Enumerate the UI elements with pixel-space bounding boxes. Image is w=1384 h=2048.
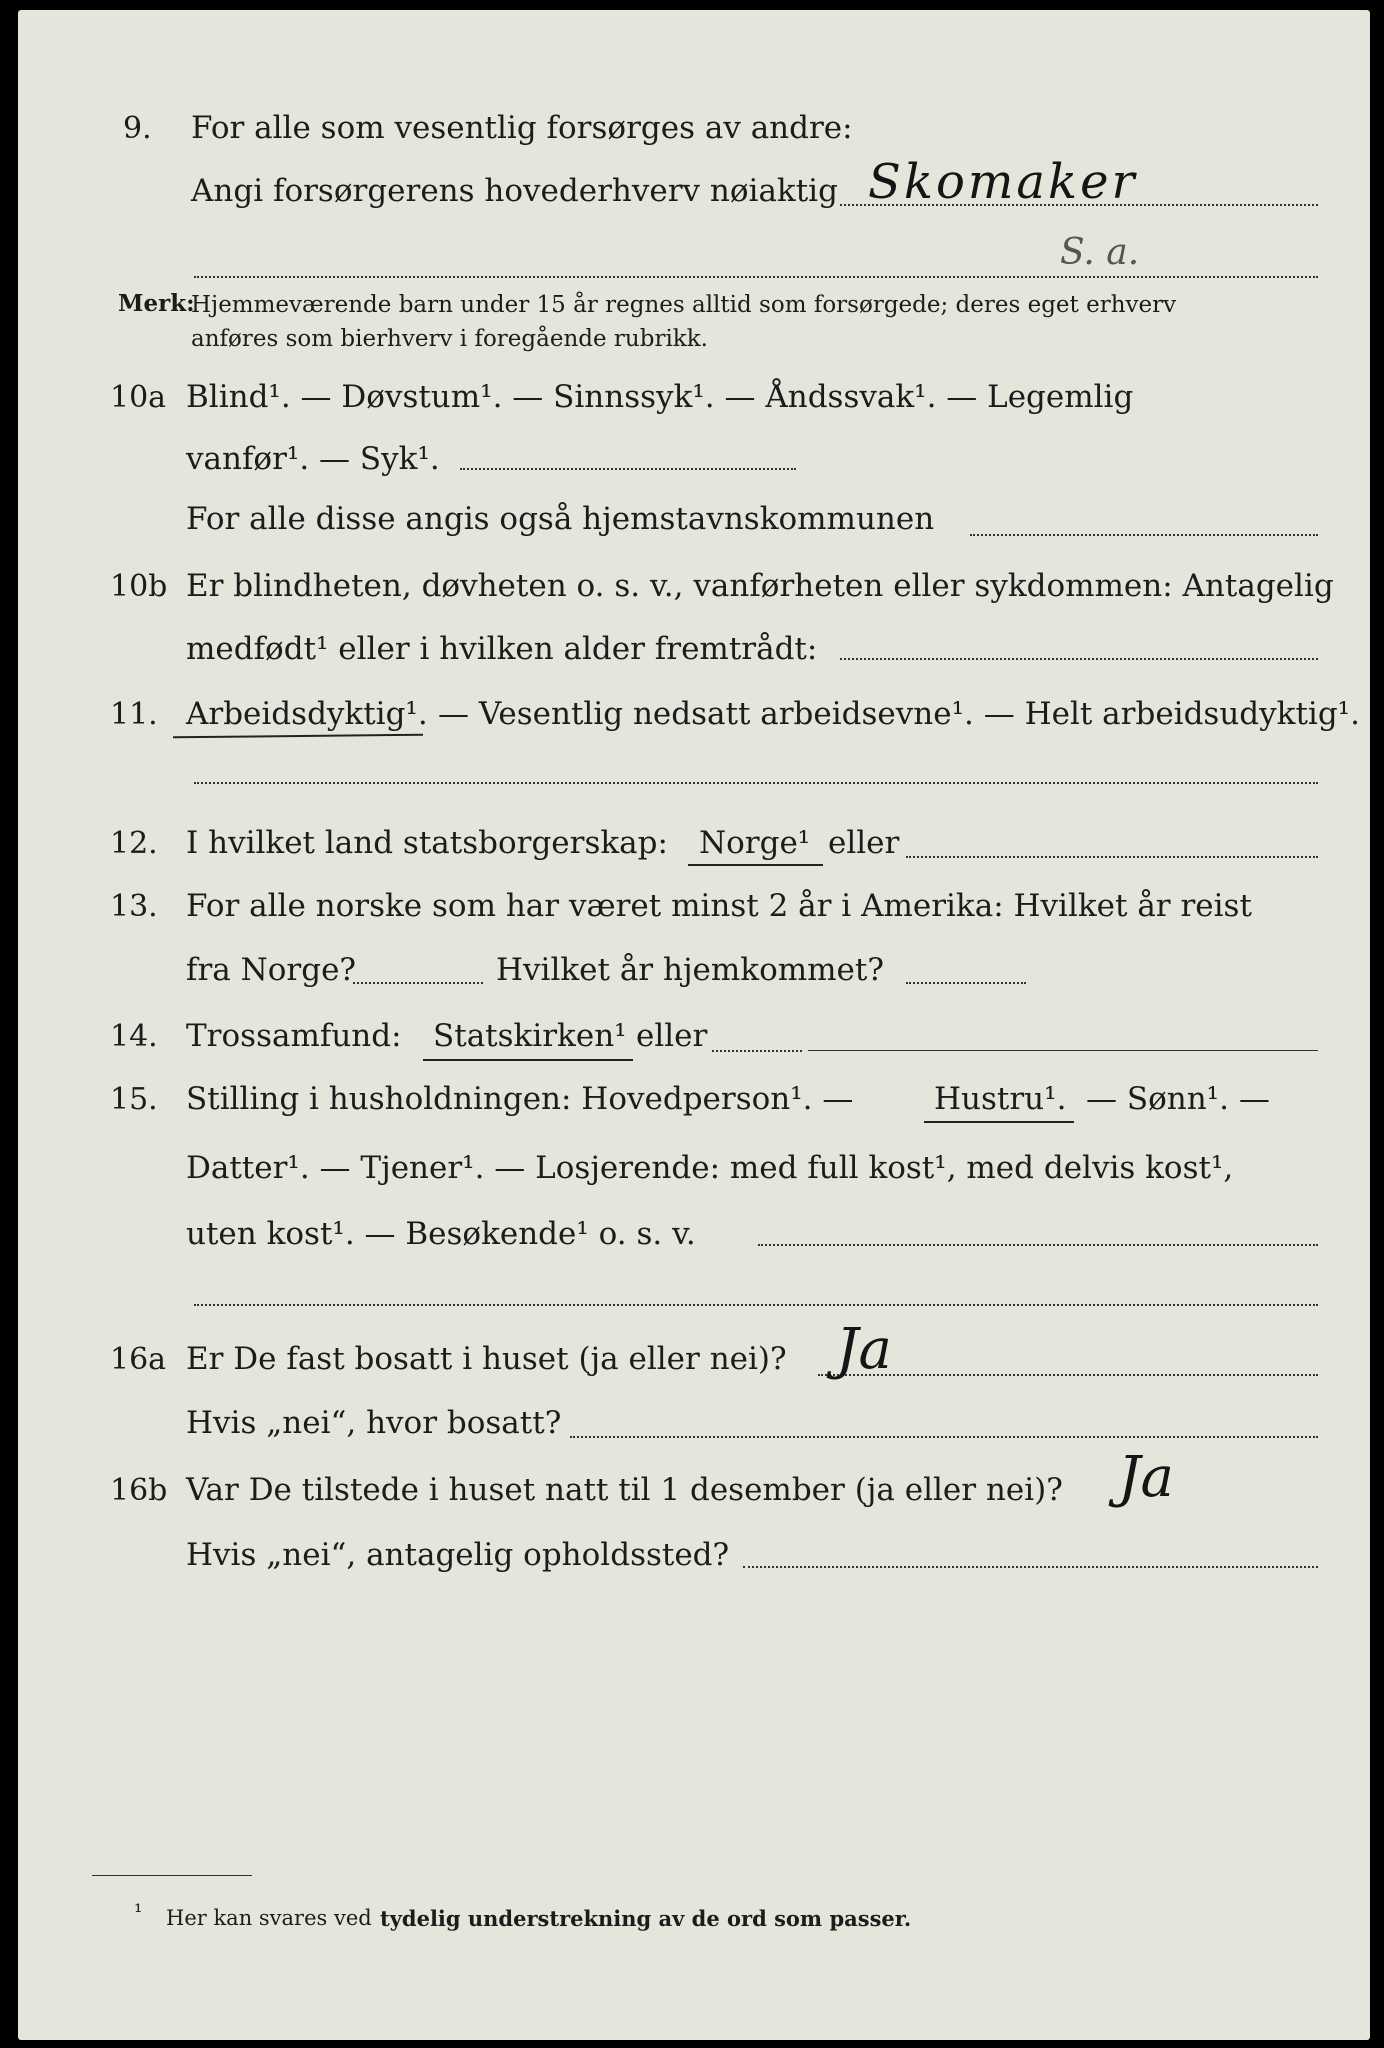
q16b-line1: Var De tilstede i huset natt til 1 desember (ja eller nei)? xyxy=(186,1472,1063,1508)
q13-line2a: fra Norge? xyxy=(186,952,357,988)
q16a-bosatt-line[interactable] xyxy=(570,1436,1318,1438)
q16a-number: 16a xyxy=(110,1342,167,1377)
q16b-handwritten-answer: Ja xyxy=(1118,1445,1174,1510)
q15-answer-line[interactable] xyxy=(758,1244,1318,1246)
footnote-text-a: Her kan svares ved xyxy=(166,1906,372,1930)
q10b-answer-line[interactable] xyxy=(840,658,1318,660)
q13-hjemkommet-line[interactable] xyxy=(906,982,1026,984)
q10a-line2: vanfør¹. — Syk¹. xyxy=(186,441,440,477)
q9-handwritten-note: S. a. xyxy=(1060,232,1140,273)
q15-line3: uten kost¹. — Besøkende¹ o. s. v. xyxy=(186,1216,696,1252)
footnote-rule xyxy=(92,1875,252,1876)
q13-reist-line[interactable] xyxy=(353,982,483,984)
q11-number: 11. xyxy=(110,697,158,732)
q11-option-arbeidsdyktig[interactable]: Arbeidsdyktig¹. xyxy=(186,696,428,732)
q14-lead: Trossamfund: xyxy=(186,1018,402,1054)
q15-line1c: — Sønn¹. — xyxy=(1086,1081,1270,1117)
q11-answer-line[interactable] xyxy=(194,782,1318,784)
q14-number: 14. xyxy=(110,1019,158,1054)
q9-handwritten-answer: Skomaker xyxy=(868,154,1138,210)
q9-line1: For alle som vesentlig forsørges av andre: xyxy=(191,110,853,146)
q16a-line2: Hvis „nei“, hvor bosatt? xyxy=(186,1405,562,1441)
q10b-number: 10b xyxy=(110,569,168,604)
q16b-number: 16b xyxy=(110,1473,168,1508)
q12-answer-line[interactable] xyxy=(906,856,1318,858)
q14-answer-line-2[interactable] xyxy=(808,1050,1318,1051)
q12-underline-mark xyxy=(688,864,823,866)
merk-line2: anføres som bierhverv i foregående rubrikk. xyxy=(191,326,708,352)
footnote-text-b: tydelig understrekning av de ord som passer. xyxy=(380,1906,912,1931)
q9-line2: Angi forsørgerens hovederhverv nøiaktig xyxy=(191,173,838,209)
q16a-line1: Er De fast bosatt i huset (ja eller nei)? xyxy=(186,1341,787,1377)
q15-number: 15. xyxy=(110,1082,158,1117)
q12-number: 12. xyxy=(110,826,158,861)
q15-line1a: Stilling i husholdningen: Hovedperson¹. — xyxy=(186,1081,854,1117)
q16b-line2: Hvis „nei“, antagelig opholdssted? xyxy=(186,1537,730,1573)
merk-label: Merk: xyxy=(118,290,195,317)
q10a-number: 10a xyxy=(110,380,167,415)
q16a-answer-line[interactable] xyxy=(818,1374,1318,1376)
q11-underline-mark xyxy=(173,734,423,739)
merk-line1: Hjemmeværende barn under 15 år regnes alltid som forsørgede; deres eget erhverv xyxy=(191,292,1177,318)
form-sheet xyxy=(18,10,1370,2040)
q16a-handwritten-answer: Ja xyxy=(836,1317,892,1382)
q14-underline-mark xyxy=(423,1059,633,1061)
footnote-mark: ¹ xyxy=(134,1900,143,1924)
q15-option-hustru[interactable]: Hustru¹. xyxy=(934,1081,1067,1117)
q14-answer-line[interactable] xyxy=(712,1050,802,1052)
q12-tail: eller xyxy=(828,825,900,861)
q10a-answer-line[interactable] xyxy=(970,534,1318,536)
q13-number: 13. xyxy=(110,889,158,924)
q10a-syk-line[interactable] xyxy=(460,468,796,470)
q14-option-statskirken[interactable]: Statskirken¹ xyxy=(433,1018,627,1054)
q12-lead: I hvilket land statsborgerskap: xyxy=(186,825,668,861)
q10a-line3: For alle disse angis også hjemstavnskommunen xyxy=(186,501,935,537)
q16b-answer-line[interactable] xyxy=(743,1566,1318,1568)
q11-rest: — Vesentlig nedsatt arbeidsevne¹. — Helt arbeidsudyktig¹. xyxy=(438,696,1360,732)
q9-number: 9. xyxy=(123,111,152,146)
q10b-line1: Er blindheten, døvheten o. s. v., vanførheten eller sykdommen: Antagelig xyxy=(186,568,1334,604)
q13-line1: For alle norske som har været minst 2 år i Amerika: Hvilket år reist xyxy=(186,888,1252,924)
q14-tail: eller xyxy=(636,1018,708,1054)
q13-line2b: Hvilket år hjemkommet? xyxy=(496,952,884,988)
q15-underline-mark xyxy=(924,1121,1074,1123)
q9-answer-line-2[interactable] xyxy=(194,276,1318,278)
q10b-line2: medfødt¹ eller i hvilken alder fremtrådt: xyxy=(186,631,818,667)
q15-answer-line-2[interactable] xyxy=(194,1304,1318,1306)
q12-option-norge[interactable]: Norge¹ xyxy=(699,825,811,861)
q15-line2: Datter¹. — Tjener¹. — Losjerende: med full kost¹, med delvis kost¹, xyxy=(186,1150,1234,1186)
q10a-line1: Blind¹. — Døvstum¹. — Sinnssyk¹. — Åndssvak¹. — Legemlig xyxy=(186,379,1134,415)
